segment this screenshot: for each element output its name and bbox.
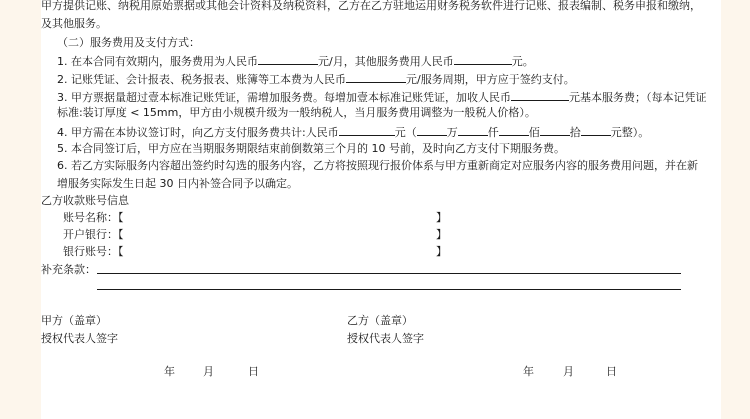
item-3-text-b: 元基本服务费；（每本记凭证 xyxy=(569,91,707,104)
party-b-rep: 授权代表人签字 xyxy=(347,332,424,345)
supplement-label: 补充条款： xyxy=(41,263,96,276)
item-5: 5. 本合同签订后，甲方应在当期服务期限结束前倒数第三个月的 10 号前，及时向乙方支付下期服务费。 xyxy=(57,142,565,155)
item-3-cont: 标准:装订厚度 < 15mm，甲方由小规模升级为一般纳税人，当月服务费用调整为一般税人价格）。 xyxy=(57,106,536,119)
item-6: 6. 若乙方实际服务内容超出签约时勾选的服务内容，乙方将按照现行报价体系与甲方重新商定对应服务内容的服务费用问题，并在新 xyxy=(57,159,698,172)
item-4-qian: 仟 xyxy=(487,126,499,139)
account-name-label: 账号名称：【 xyxy=(63,211,124,224)
item-3 xyxy=(57,89,707,105)
material-fee-blank[interactable] xyxy=(346,71,406,83)
total-fee-blank[interactable] xyxy=(339,124,395,136)
item-1-text-c: 元。 xyxy=(511,55,534,68)
item-6-cont: 增服务实际发生日起 30 日内补签合同予以确定。 xyxy=(57,177,298,190)
bank-name-close: 】 xyxy=(436,228,447,241)
bai-blank[interactable] xyxy=(499,124,529,136)
item-4-bai: 佰 xyxy=(528,126,540,139)
supplement-line-2[interactable] xyxy=(97,289,681,290)
party-b-date-month: 月 xyxy=(563,365,574,378)
item-4-wan: 万 xyxy=(446,126,458,139)
party-a-date-month: 月 xyxy=(203,365,214,378)
account-name-close: 】 xyxy=(436,211,447,224)
item-4-text-a: 4. 甲方需在本协议签订时，向乙方支付服务费共计:人民币 xyxy=(57,126,339,139)
item-1-text-b: 元/月，其他服务费用人民币 xyxy=(318,55,454,68)
bank-account-label: 银行账号：【 xyxy=(63,245,124,258)
wan-blank[interactable] xyxy=(417,124,447,136)
item-3-text-a: 3. 甲方票据量超过壹本标准记账凭证，需增加服务费。每增加壹本标准记账凭证，加收人民币 xyxy=(57,91,511,104)
party-b-date-year: 年 xyxy=(523,365,534,378)
party-a-date-day: 日 xyxy=(248,365,259,378)
intro-line-2: 及其他服务。 xyxy=(41,17,107,30)
item-1 xyxy=(57,53,534,69)
extra-voucher-fee-blank[interactable] xyxy=(511,89,569,101)
item-2-text-a: 2. 记账凭证、会计报表、税务报表、账簿等工本费为人民币 xyxy=(57,73,346,86)
item-2-text-b: 元/服务周期，甲方应于签约支付。 xyxy=(406,73,575,86)
item-1-text-a: 1. 在本合同有效期内，服务费用为人民币 xyxy=(57,55,258,68)
fee-other-blank[interactable] xyxy=(454,53,512,65)
bank-name-label: 开户银行：【 xyxy=(63,228,124,241)
party-b-title: 乙方（盖章） xyxy=(347,314,413,327)
party-a-date-year: 年 xyxy=(164,365,175,378)
yuan-blank[interactable] xyxy=(581,124,611,136)
party-b-date-day: 日 xyxy=(606,365,617,378)
party-a-rep: 授权代表人签字 xyxy=(41,332,118,345)
shi-blank[interactable] xyxy=(540,124,570,136)
item-4-shi: 拾 xyxy=(569,126,581,139)
item-4 xyxy=(57,124,649,140)
section-title: （二）服务费用及支付方式： xyxy=(57,36,200,49)
qian-blank[interactable] xyxy=(458,124,488,136)
payee-heading: 乙方收款账号信息 xyxy=(41,194,129,207)
supplement-line-1[interactable] xyxy=(97,273,681,274)
item-4-text-b: 元（ xyxy=(394,126,417,139)
intro-line-1: 甲方提供记账、纳税用原始票据或其他会计资料及纳税资料，乙方在乙方驻地运用财务税务软件进行记账、报表编制、税务申报和缴纳， xyxy=(41,0,701,12)
item-2 xyxy=(57,71,575,87)
item-4-end: 元整）。 xyxy=(610,126,650,139)
party-a-title: 甲方（盖章） xyxy=(41,314,107,327)
fee-monthly-blank[interactable] xyxy=(258,53,318,65)
bank-account-close: 】 xyxy=(436,245,447,258)
